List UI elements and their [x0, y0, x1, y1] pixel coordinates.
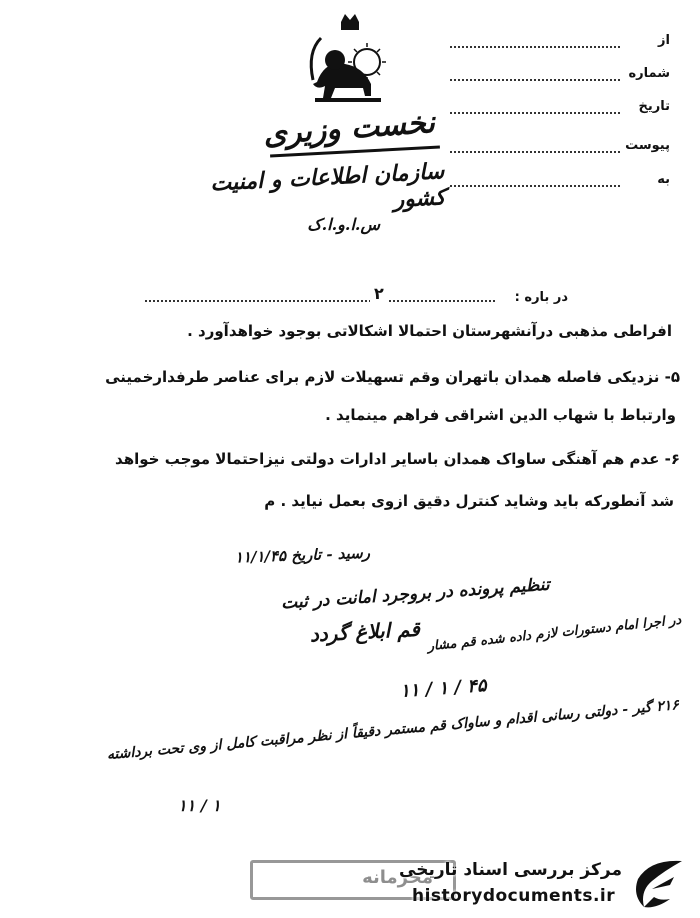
body-line-1: افراطی مذهبی درآنشهرستان احتمالا اشکالاتی بوجود خواهدآورد . [187, 322, 672, 340]
field-number-label: شماره [628, 66, 670, 81]
handwritten-initials: ۱۱ / ۱ [178, 796, 221, 815]
handwritten-date: ۱۱ / ۱ / ۴۵ [399, 675, 488, 702]
lion-and-sun-emblem [305, 12, 395, 107]
field-to-label: به [657, 172, 670, 187]
confidential-stamp-text: محرمانه [362, 867, 433, 888]
field-number [450, 66, 670, 86]
field-attachment-label: پیوست [625, 138, 670, 153]
field-to [450, 172, 670, 192]
subject-dotted-line [145, 300, 495, 302]
field-to-dots [450, 185, 620, 187]
field-from [450, 33, 670, 53]
subject-marker: ۲ [370, 284, 388, 303]
org-name-line1: نخست وزیری [262, 105, 436, 152]
field-from-dots [450, 46, 620, 48]
field-number-dots [450, 79, 620, 81]
body-line-4: ۶- عدم هم آهنگی ساواک همدان باسایر ادارات دولتی نیزاحتمالا موجب خواهد [115, 450, 680, 468]
field-attachment-dots [450, 151, 620, 153]
handwritten-note-3: در اجرا امام دستورات لازم داده شده قم مشار [427, 612, 682, 655]
body-line-2: ۵- نزدیکی فاصله همدان باتهران وقم تسهیلات لازم برای عناصر طرفدارخمینی [105, 368, 680, 386]
org-name-line2: سازمان اطلاعات و امنیت کشور [209, 158, 447, 213]
field-date-label: تاریخ [638, 99, 670, 114]
field-date [450, 99, 670, 119]
body-line-3: وارتباط با شهاب الدین اشراقی فراهم مینماید . [325, 406, 676, 424]
watermark-center-name: مرکز بررسی اسناد تاریخی [399, 860, 622, 880]
handwritten-received-date: رسید - تاریخ ۱۱/۱/۴۵ [234, 543, 371, 567]
field-from-label: از [658, 33, 670, 48]
handwritten-note-2: قم ابلاغ گردد [309, 616, 421, 647]
field-attachment [450, 138, 670, 158]
history-documents-logo [630, 855, 688, 913]
watermark-website: historydocuments.ir [412, 886, 616, 906]
handwritten-note-1: تنظیم پرونده در بروجرد امانت در ثبت [280, 574, 551, 614]
org-code: س.ا.و.ا.ک [307, 215, 380, 234]
handwritten-note-4: ۲۱۶ گیر - دولتی رسانی اقدام و ساواک قم مستمر دقیقاً از نظر مراقبت کامل از وی تحت برداشته [106, 697, 680, 764]
field-date-dots [450, 112, 620, 114]
subject-label: در باره : [514, 290, 568, 305]
body-line-5: شد آنطورکه باید وشاید کنترل دقیق ازوی بعمل نیاید . م [264, 492, 674, 510]
